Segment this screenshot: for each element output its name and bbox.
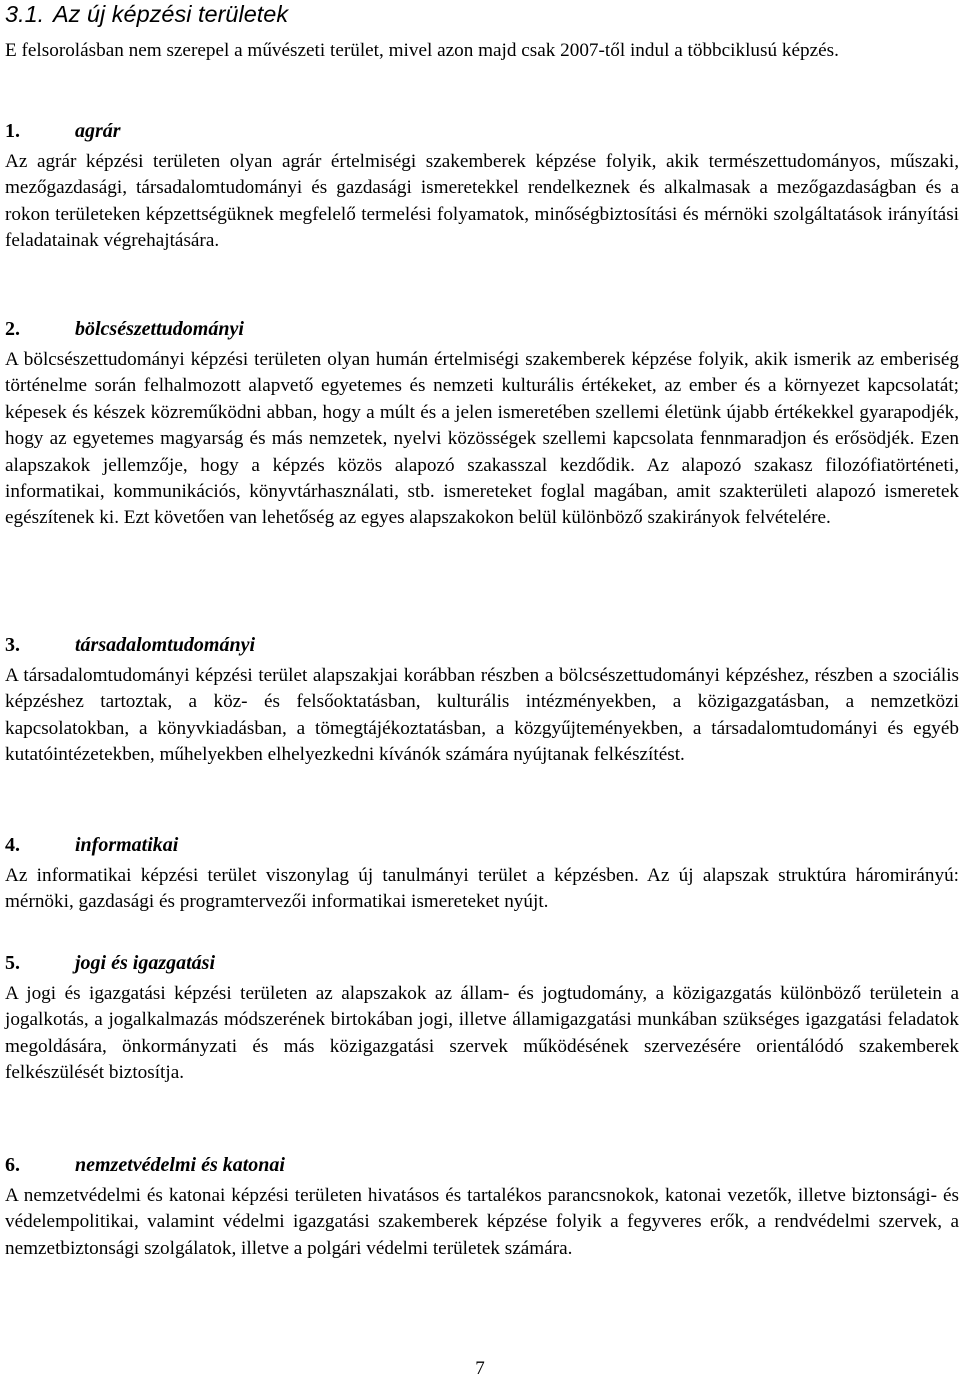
area-heading (5, 832, 959, 858)
area-paragraph: A nemzetvédelmi és katonai képzési területen hivatásos és tartalékos parancsnokok, katonai vezetők, illetve biztonsági- és védelempolitikai, valamint védelmi igazgatási szakemberek képzése folyik a fegyveres erők, a rendvédelmi szervek, a nemzetbiztonsági szolgálatok, illetve a polgári védelmi területek számára. (5, 1185, 959, 1259)
area-tarsadalomtudomanyi (5, 632, 959, 769)
area-heading (5, 1152, 959, 1178)
area-number: 5. (5, 952, 20, 974)
area-title: bölcsészettudományi (75, 318, 244, 340)
section-number: 3.1. (5, 1, 45, 27)
area-number: 2. (5, 318, 20, 340)
area-number: 4. (5, 834, 20, 856)
area-paragraph: A társadalomtudományi képzési terület alapszakjai korábban részben a bölcsészettudományi képzéshez, részben a szociális képzéshez tartoztak, a köz- és felsőoktatásban, kulturális intézményekben, a közigazgatásban, a nemzetközi kapcsolatokban, a könyvkiadásban, a tömegtájékoztatásban, a közgyűjteményekben, a társadalomtudományi és egyéb kutatóintézetekben, műhelyekben elhelyezkedni kívánók számára nyújtanak felkészítést. (5, 665, 959, 766)
area-heading (5, 118, 959, 144)
area-paragraph: A jogi és igazgatási képzési területen az alapszakok az állam- és jogtudomány, a közigazgatás különböző területein a jogalkotás, a jogalkalmazás módszerének birtokában jogi, illetve államigazgatási munkában szükséges igazgatási feladatok megoldására, önkormányzati és más közigazgatási szervek működésének szervezésére orientálódó szakemberek felkészülését biztosítja. (5, 983, 959, 1084)
intro-paragraph: E felsorolásban nem szerepel a művészeti terület, mivel azon majd csak 2007-től indul a többciklusú képzés. (5, 40, 839, 61)
area-heading (5, 632, 959, 658)
area-heading (5, 316, 959, 342)
area-number: 3. (5, 634, 20, 656)
section-heading (5, 0, 288, 28)
area-title: nemzetvédelmi és katonai (75, 1154, 285, 1176)
area-title: társadalomtudományi (75, 634, 256, 656)
area-title: agrár (75, 120, 121, 142)
area-paragraph: A bölcsészettudományi képzési területen olyan humán értelmiségi szakemberek képzése folyik, akik ismerik az emberiség történelme során felhalmozott alapvető egyetemes és nemzeti kulturális értékeket, az ember és a környezet kapcsolatát; képesek és készek közreműködni abban, hogy a múlt és a jelen ismeretében szellemi életünk újabb értékekkel gyarapodjék, hogy az egyetemes magyarság és más nemzetek, nyelvi közösségek szellemi kapcsolata fennmaradjon és erősödjék. Ezen alapszakok jellemzője, hogy a képzés közös alapozó szakasszal kezdődik. Az alapozó szakasz filozófiatörténeti, informatikai, kommunikációs, könyvtárhasználati, stb. ismereteket foglal magában, amit szakterületi alapozó ismeretek egészítenek ki. Ezt követően van lehetőség az egyes alapszakokon belül különböző szakirányok felvételére. (5, 349, 959, 529)
area-paragraph: Az informatikai képzési terület viszonylag új tanulmányi terület a képzésben. Az új alapszak struktúra háromirányú: mérnöki, gazdasági és programtervezői informatikai ismereteket nyújt. (5, 865, 959, 913)
area-title: informatikai (75, 834, 179, 856)
area-informatikai (5, 832, 959, 916)
area-jogi-es-igazgatasi (5, 950, 959, 1087)
area-number: 1. (5, 120, 20, 142)
page-number: 7 (475, 1358, 485, 1379)
area-heading (5, 950, 959, 976)
area-agrar (5, 118, 959, 255)
area-title: jogi és igazgatási (75, 952, 216, 974)
area-nemzetvedelmi-es-katonai (5, 1152, 959, 1262)
area-bolcseszettudomanyi (5, 316, 959, 532)
section-title: Az új képzési területek (53, 1, 289, 27)
area-paragraph: Az agrár képzési területen olyan agrár értelmiségi szakemberek képzése folyik, akik természettudományos, műszaki, mezőgazdasági, társadalomtudományi és gazdasági ismeretekkel rendelkeznek és alkalmasak a mezőgazdaságban és a rokon területeken képzettségüknek megfelelő termelési folyamatok, minőségbiztosítási és mérnöki szolgáltatások irányítási feladatainak végrehajtására. (5, 151, 959, 252)
intro-block (5, 38, 959, 64)
area-number: 6. (5, 1154, 20, 1176)
